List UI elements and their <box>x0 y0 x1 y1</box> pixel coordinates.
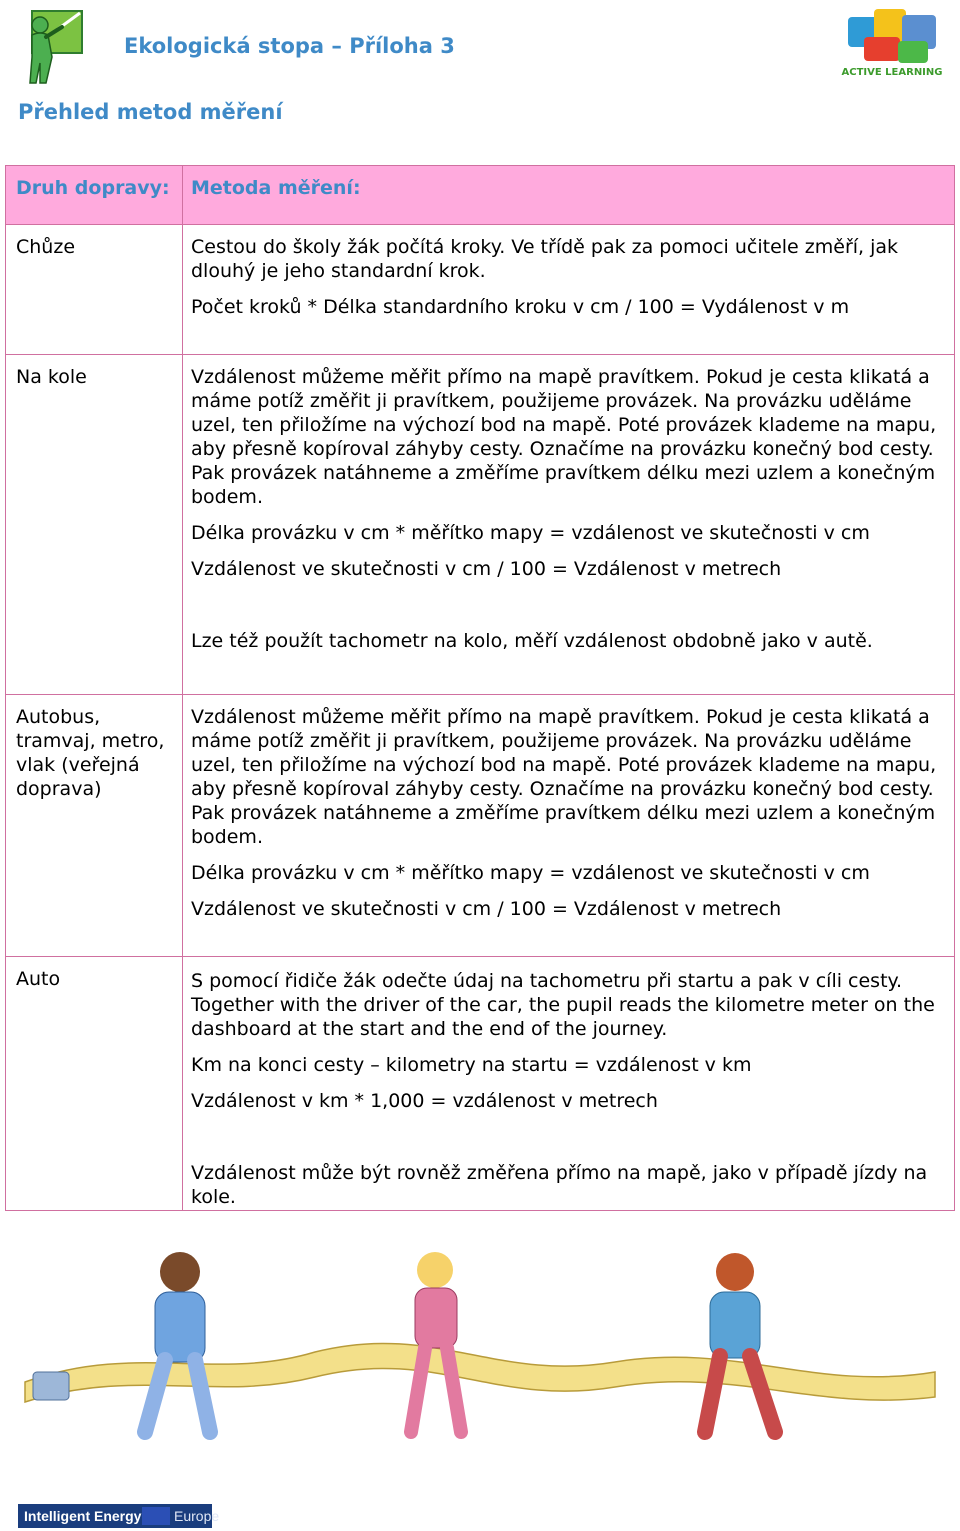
boy-left-figure-icon <box>33 1252 210 1432</box>
column-header-transport: Druh dopravy: <box>16 177 170 199</box>
method-formula: Počet kroků * Délka standardního kroku v cm / 100 = Vydálenost v m <box>191 296 850 318</box>
girl-middle-figure-icon <box>411 1252 461 1432</box>
footer-brand-text: Intelligent Energy <box>24 1508 142 1524</box>
transport-mode: Autobus, tramvaj, metro, vlak (veřejná doprava) <box>16 706 165 800</box>
table-header-row <box>6 166 955 225</box>
transport-mode: Chůze <box>16 236 76 258</box>
method-note: Vzdálenost může být rovněž změřena přímo na mapě, jako v případě jízdy na kole. <box>191 1162 928 1208</box>
active-learning-logo-text: ACTIVE LEARNING <box>841 67 943 78</box>
active-learning-logo-icon <box>840 3 945 81</box>
method-formula: Vzdálenost ve skutečnosti v cm / 100 = Vzdálenost v metrech <box>191 898 782 920</box>
column-header-method: Metoda měření: <box>191 177 361 199</box>
method-formula: Délka provázku v cm * měřítko mapy = vzdálenost ve skutečnosti v cm <box>191 522 870 544</box>
teacher-logo-icon <box>18 5 88 85</box>
table-row <box>6 225 955 355</box>
method-formula: Vzdálenost v km * 1,000 = vzdálenost v metrech <box>191 1090 658 1112</box>
methods-table <box>5 165 955 1211</box>
children-measuring-tape-illustration <box>15 1232 945 1447</box>
method-note: Lze též použít tachometr na kolo, měří vzdálenost obdobně jako v autě. <box>191 630 873 652</box>
table-row <box>6 957 955 1211</box>
method-paragraph: Vzdálenost můžeme měřit přímo na mapě pravítkem. Pokud je cesta klikatá a máme potíž změřit ji pravítkem, použijeme provázek. Na provázku uděláme uzel, ten přiložíme na výchozí bod na mapě. Poté provázek klademe na mapu, aby přesně kopíroval záhyby cesty. Označíme na provázku konečný bod cesty. Pak provázek natáhneme a změříme pravítkem délku mezi uzlem a konečným bodem. <box>191 706 937 848</box>
method-paragraph: Vzdálenost můžeme měřit přímo na mapě pravítkem. Pokud je cesta klikatá a máme potíž změřit ji pravítkem, použijeme provázek. Na provázku uděláme uzel, ten přiložíme na výchozí bod na mapě. Poté provázek klademe na mapu, aby přesně kopíroval záhyby cesty. Označíme na provázku konečný bod cesty. Pak provázek natáhneme a změříme pravítkem délku mezi uzlem a konečným bodem. <box>191 366 937 508</box>
footer-region-text: Europe <box>174 1508 220 1524</box>
method-paragraph: Cestou do školy žák počítá kroky. Ve třídě pak za pomoci učitele změří, jak dlouhý je jeho standardní krok. <box>191 236 899 282</box>
section-title: Přehled metod měření <box>18 100 283 124</box>
table-row <box>6 355 955 695</box>
eu-flag-icon <box>142 1507 170 1525</box>
transport-mode: Auto <box>16 968 61 990</box>
method-paragraph: S pomocí řidiče žák odečte údaj na tachometru při startu a pak v cíli cesty. Together with the driver of the car, the pupil reads the kilometre meter on the dashboard at the start and the end of the journey. <box>191 970 935 1040</box>
method-formula: Délka provázku v cm * měřítko mapy = vzdálenost ve skutečnosti v cm <box>191 862 870 884</box>
intelligent-energy-europe-logo <box>18 1504 220 1528</box>
transport-mode: Na kole <box>16 366 87 388</box>
method-formula: Km na konci cesty – kilometry na startu = vzdálenost v km <box>191 1054 752 1076</box>
table-row <box>6 695 955 957</box>
method-formula: Vzdálenost ve skutečnosti v cm / 100 = Vzdálenost v metrech <box>191 558 782 580</box>
document-title: Ekologická stopa – Příloha 3 <box>124 34 455 58</box>
boy-right-figure-icon <box>705 1253 775 1432</box>
